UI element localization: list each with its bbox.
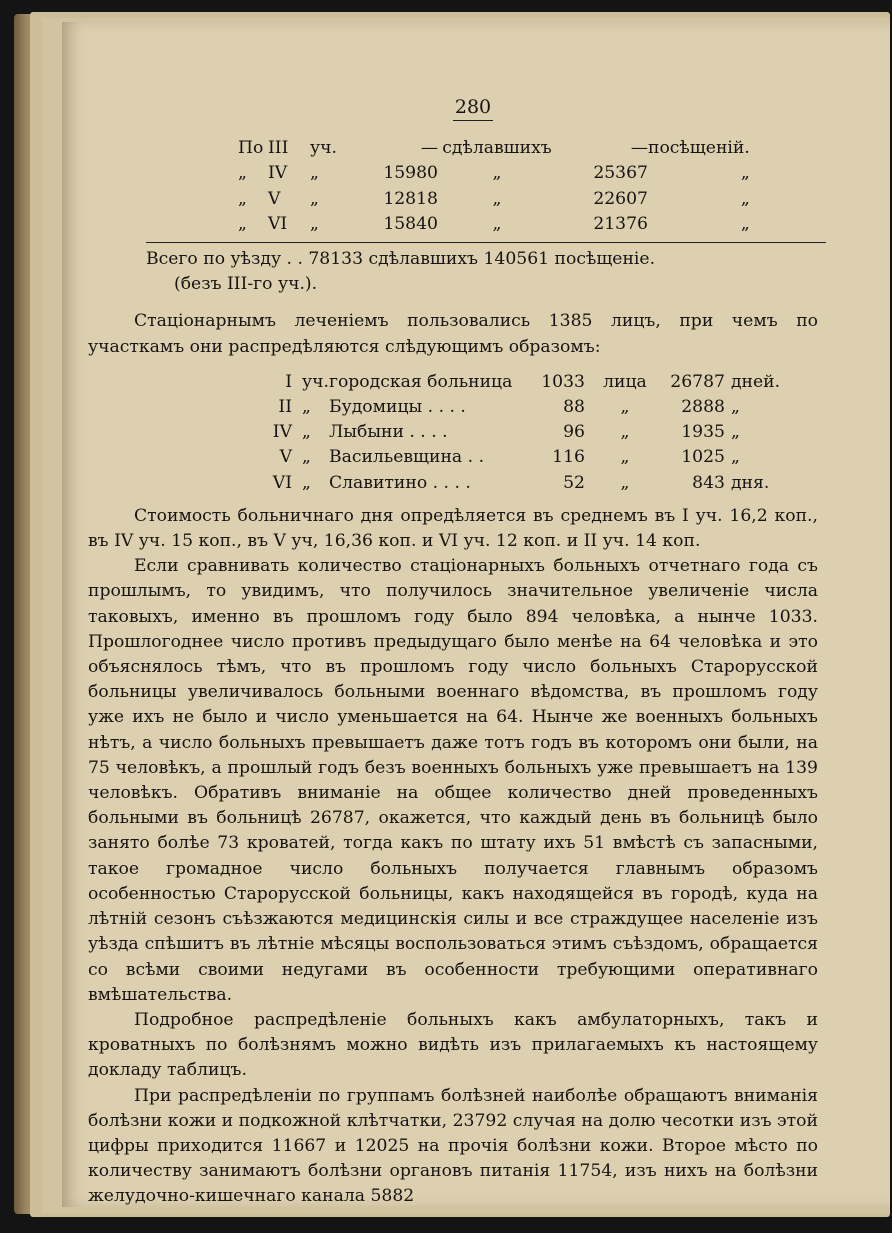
table-row: По III уч. — сдѣлавшихъ — посѣщеній. [238, 138, 750, 159]
table-row: „ VI „ 15840 „ 21376 „ [238, 213, 750, 234]
paragraph-distribution: Подробное распредѣленіе больныхъ какъ амбулаторныхъ, такъ и кроватныхъ по болѣзнямъ можно видѣть изъ прилагаемыхъ къ настоящему докладу таблицъ. [88, 1009, 818, 1081]
table-row: VI „ Славитино . . . . 52 „ 843 дня. [272, 472, 770, 493]
total-line: Всего по уѣзду . . 78133 сдѣлавшихъ 140561 посѣщеніе. [146, 249, 656, 270]
table-row: V „ Васильевщина . . 116 „ 1025 „ [279, 447, 740, 468]
paragraph-cost: Стоимость больничнаго дня опредѣляется въ среднемъ въ I уч. 16,2 коп., въ IV уч. 15 коп., въ V уч, 16,36 коп. и VI уч. 12 коп. и II уч. 14 коп. [88, 505, 818, 552]
hospital-table [256, 370, 781, 496]
table-row: „ V „ 12818 „ 22607 „ [238, 188, 750, 209]
table-row: II „ Будомицы . . . . 88 „ 2888 „ [278, 397, 740, 418]
paragraph-inpatient: Стаціонарнымъ леченіемъ пользовались 1385 лицъ, при чемъ по участкамъ они распредѣляются слѣдующимъ образомъ: [88, 311, 818, 357]
paragraph-comparison: Если сравнивать количество стаціонарныхъ больныхъ отчетнаго года съ прошлымъ, то увидимъ, что получилось значительное увеличеніе числа таковыхъ, именно въ прошломъ году было 894 человѣка, а нынче 1033. Прошлогоднее число противъ предыдущаго было менѣе на 64 человѣка и это объяснялось тѣмъ, что въ прошломъ году число больныхъ Старорусской больницы увеличивалось больными военнаго вѣдомства, въ прошломъ году уже ихъ не было и число уменьшается на 64. Нынче же военныхъ больныхъ нѣтъ, а число больныхъ превышаетъ даже тотъ годъ въ которомъ они были, на 75 человѣкъ, а прошлый годъ безъ военныхъ больныхъ уже превышаетъ на 139 человѣкъ. Обративъ вниманіе на общее количество дней проведенныхъ больными въ больницѣ 26787, окажется, что каждый день въ больницѣ было занято болѣе 73 кроватей, тогда какъ по штату ихъ 51 вмѣстѣ съ запасными, такое громадное число больныхъ получается главнымъ образомъ особенностью Старорусской больницы, какъ находящейся въ городѣ, куда на лѣтній сезонъ съѣзжаются медицинскія силы и все страждущее населеніе изъ уѣзда спѣшитъ въ лѣтніе мѣсяцы воспользоваться этимъ съѣздомъ, обращается со всѣми своими недугами въ особенности требующими оперативнаго вмѣшательства. [88, 556, 818, 1005]
visits-table [238, 136, 750, 237]
page-content [88, 95, 818, 1210]
table-row: I уч. городская больница 1033 лица 26787 дней. [285, 371, 781, 392]
table-row: IV „ Лыбыни . . . . 96 „ 1935 „ [272, 422, 740, 443]
page-number: 280 [128, 95, 818, 120]
table-row: „ IV „ 15980 „ 25367 „ [238, 163, 750, 184]
paragraph-disease-groups: При распредѣленіи по группамъ болѣзней наиболѣе обращаютъ вниманія болѣзни кожи и подкожной клѣтчатки, 23792 случая на долю чесотки изъ этой цифры приходится 11667 и 12025 на прочія болѣзни кожи. Второе мѣсто по количеству занимаютъ болѣзни органовъ питанія 11754, изъ нихъ на болѣзни желудочно-кишечнаго канала 5882 [88, 1085, 818, 1207]
table-rule [146, 242, 826, 243]
total-note: (безъ III-го уч.). [174, 274, 318, 295]
